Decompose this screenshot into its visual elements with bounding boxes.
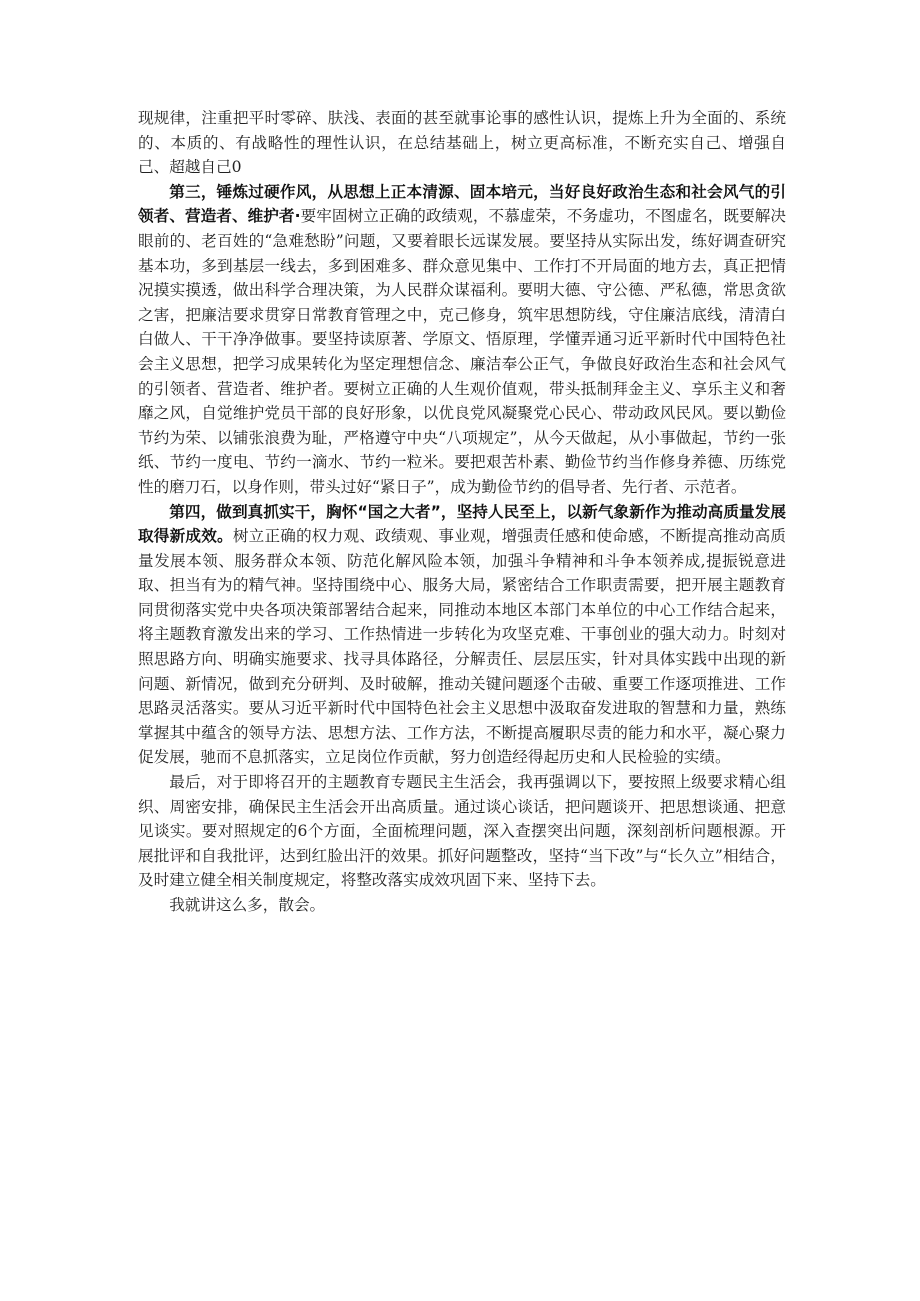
paragraph-third-point [138, 180, 786, 500]
paragraph-fourth-point [138, 500, 786, 771]
document-body [138, 106, 786, 918]
paragraph-continuation: 现规律，注重把平时零碎、肤浅、表面的甚至就事论事的感性认识，提炼上升为全面的、系统的、本质的、有战略性的理性认识，在总结基础上，树立更高标准，不断充实自己、增强自己、超越自己0 [138, 109, 786, 177]
paragraph-finally: 最后，对于即将召开的主题教育专题民主生活会，我再强调以下，要按照上级要求精心组织、周密安排，确保民主生活会开出高质量。通过谈心谈话，把问题谈开、把思想谈通、把意见谈实。要对照规定的6个方面，全面梳理问题，深入查摆突出问题，深刻剖析问题根源。开展批评和自我批评，达到红脸出汗的效果。抓好问题整改，坚持“当下改”与“长久立”相结合，及时建立健全相关制度规定，将整改落实成效巩固下来、坚持下去。 [138, 773, 786, 890]
paragraph-closing: 我就讲这么多，散会。 [169, 896, 326, 914]
paragraph-body-text: 树立正确的权力观、政绩观、事业观，增强责任感和使命感，不断提高推动高质量发展本领、服务群众本领、防范化解风险本领，加强斗争精神和斗争本领养成,提振锐意进取、担当有为的精气神。坚持围绕中心、服务大局，紧密结合工作职责需要，把开展主题教育同贯彻落实党中央各项决策部署结合起来，同推动本地区本部门本单位的中心工作结合起来，将主题教育激发出来的学习、工作热情进一步转化为攻坚克难、干事创业的强大动力。时刻对照思路方向、明确实施要求、找寻具体路径，分解责任、层层压实，针对具体实践中出现的新问题、新情况，做到充分研判、及时破解，推动关键问题逐个击破、重要工作逐项推进、工作思路灵活落实。要从习近平新时代中国特色社会主义思想中汲取奋发进取的智慧和力量，熟练掌握其中蕴含的领导方法、思想方法、工作方法，不断提高履职尽责的能力和水平，凝心聚力促发展，驰而不息抓落实，立足岗位作贡献，努力创造经得起历史和人民检验的实绩。 [138, 527, 786, 767]
paragraph-lead-heading: 第三，锤炼过硬作风，从思想上正本清源、固本培元，当好良好政治生态和社会风气的引领者、营造者、维护者· [138, 182, 786, 226]
paragraph-lead-heading: 第四，做到真抓实干，胸怀“国之大者”，坚持人民至上，以新气象新作为推动高质量发展取得新成效。 [138, 502, 786, 546]
paragraph-body-text: 要牢固树立正确的政绩观，不慕虚荣，不务虚功，不图虚名，既要解决眼前的、老百姓的“急难愁盼”问题，又要着眼长远谋发展。要坚持从实际出发，练好调查研究基本功，多到基层一线去，多到困难多、群众意见集中、工作打不开局面的地方去，真正把情况摸实摸透，做出科学合理决策，为人民群众谋福利。要明大德、守公德、严私德，常思贪欲之害，把廉洁要求贯穿日常教育管理之中，克己修身，筑牢思想防线，守住廉洁底线，清清白白做人、干干净净做事。要坚持读原著、学原文、悟原理，学懂弄通习近平新时代中国特色社会主义思想，把学习成果转化为坚定理想信念、廉洁奉公正气，争做良好政治生态和社会风气的引领者、营造者、维护者。要树立正确的人生观价值观，带头抵制拜金主义、享乐主义和奢靡之风，自觉维护党员干部的良好形象，以优良党风凝聚党心民心、带动政风民风。要以勤俭节约为荣、以铺张浪费为耻，严格遵守中央“八项规定”，从今天做起，从小事做起，节约一张纸、节约一度电、节约一滴水、节约一粒米。要把艰苦朴素、勤俭节约当作修身养德、历练党性的磨刀石，以身作则，带头过好“紧日子”，成为勤俭节约的倡导者、先行者、示范者。 [138, 207, 786, 496]
